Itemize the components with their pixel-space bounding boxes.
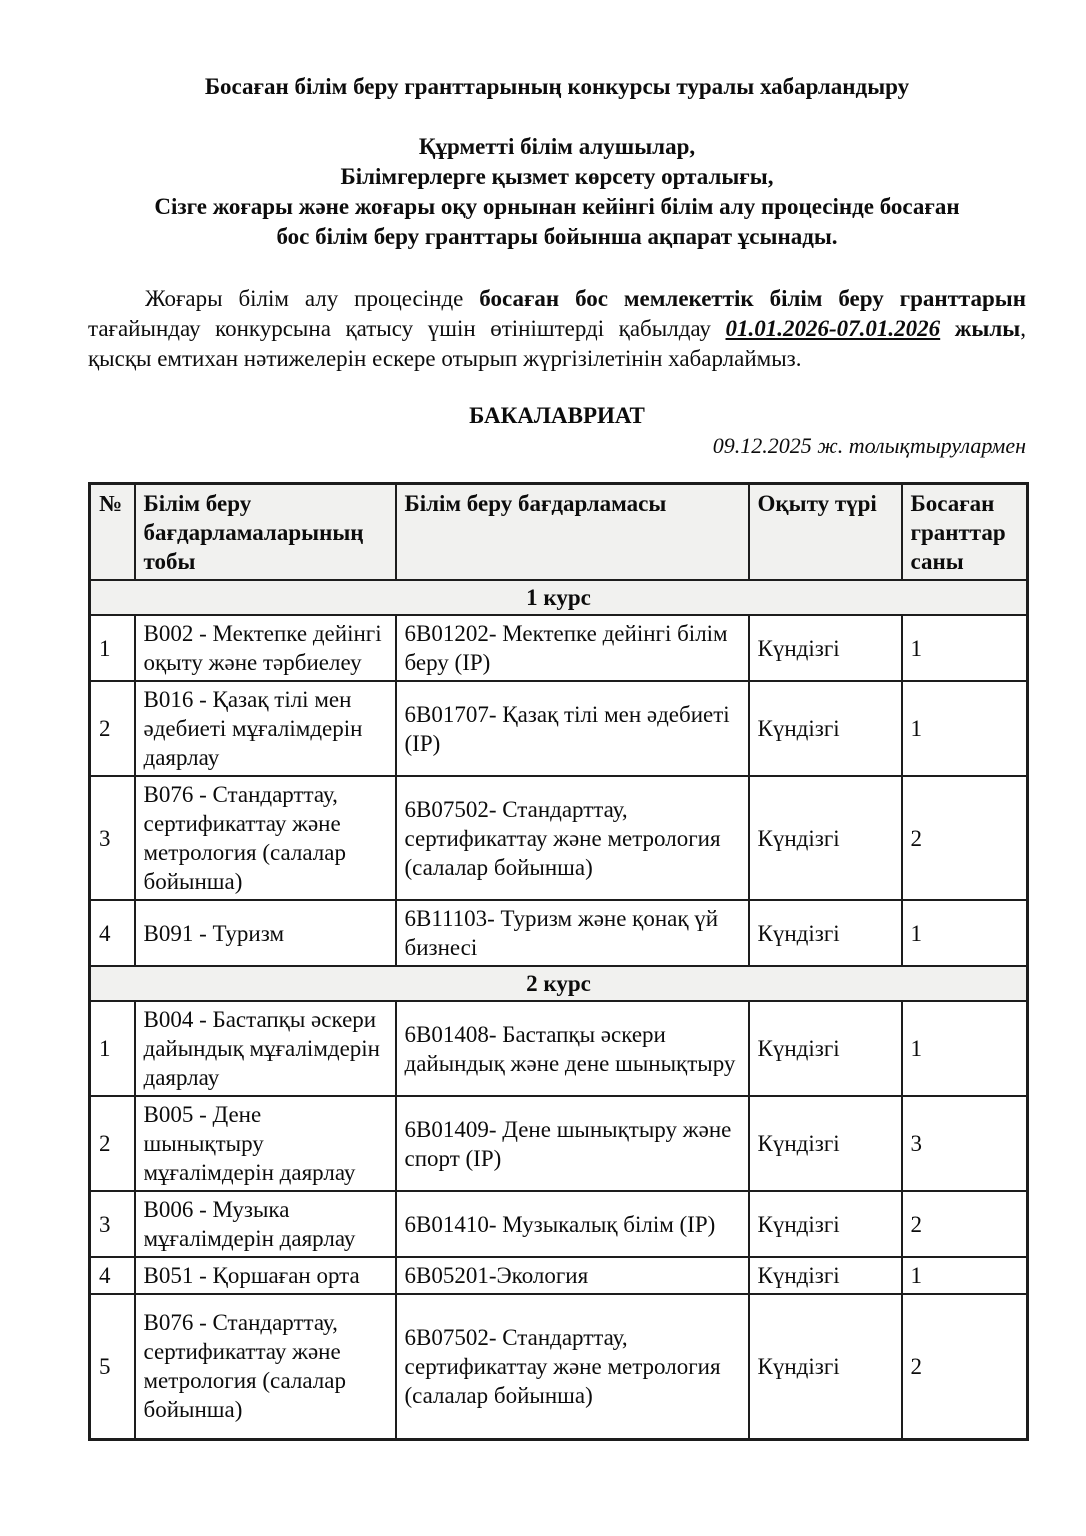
header-number: № bbox=[90, 484, 135, 581]
study-form-cell: Күндізгі bbox=[749, 615, 902, 681]
header-program-group: Білім беру бағдарламаларының тобы bbox=[135, 484, 396, 581]
program-cell: 6В05201-Экология bbox=[396, 1257, 749, 1294]
row-number: 3 bbox=[90, 776, 135, 900]
row-number: 2 bbox=[90, 1096, 135, 1191]
paragraph-text: Жоғары білім алу процесінде bbox=[145, 286, 480, 311]
grant-count-cell: 2 bbox=[902, 776, 1028, 900]
program-cell: 6В01409- Дене шынықтыру және спорт (ІР) bbox=[396, 1096, 749, 1191]
paragraph-bold-grants: босаған бос мемлекеттік білім беру гранттарын bbox=[479, 286, 1026, 311]
program-group-cell: В005 - Дене шынықтыру мұғалімдерін даярлау bbox=[135, 1096, 396, 1191]
course-1-section-row bbox=[90, 580, 1028, 615]
grant-count-cell: 1 bbox=[902, 1257, 1028, 1294]
grant-count-cell: 2 bbox=[902, 1191, 1028, 1257]
course-1-label: 1 курс bbox=[90, 580, 1028, 615]
amendment-date-note: 09.12.2025 ж. толықтырулармен bbox=[712, 433, 1026, 458]
study-form-cell: Күндізгі bbox=[749, 681, 902, 776]
intro-line-1: Құрметті білім алушылар, bbox=[418, 134, 696, 159]
row-number: 4 bbox=[90, 1257, 135, 1294]
course-2-label: 2 курс bbox=[90, 966, 1028, 1001]
study-form-cell: Күндізгі bbox=[749, 1001, 902, 1096]
program-group-cell: В016 - Қазақ тілі мен әдебиеті мұғалімдерін даярлау bbox=[135, 681, 396, 776]
program-cell: 6В01408- Бастапқы әскери дайындық және дене шынықтыру bbox=[396, 1001, 749, 1096]
table-row bbox=[90, 615, 1028, 681]
table-header-row bbox=[90, 484, 1028, 581]
grant-count-cell: 2 bbox=[902, 1294, 1028, 1439]
study-form-cell: Күндізгі bbox=[749, 900, 902, 966]
row-number: 1 bbox=[90, 1001, 135, 1096]
header-vacant-grants: Босаған гранттар саны bbox=[902, 484, 1028, 581]
program-group-cell: В051 - Қоршаған орта bbox=[135, 1257, 396, 1294]
program-group-cell: В076 - Стандарттау, сертификаттау және метрология (салалар бойынша) bbox=[135, 1294, 396, 1439]
grant-count-cell: 1 bbox=[902, 1001, 1028, 1096]
grant-count-cell: 1 bbox=[902, 900, 1028, 966]
table-row bbox=[90, 900, 1028, 966]
study-form-cell: Күндізгі bbox=[749, 1257, 902, 1294]
intro-line-3: Сізге жоғары және жоғары оқу орнынан кейінгі білім алу процесінде босаған bbox=[154, 194, 960, 219]
paragraph-bold-year: жылы bbox=[940, 316, 1021, 341]
program-group-cell: В091 - Туризм bbox=[135, 900, 396, 966]
study-form-cell: Күндізгі bbox=[749, 1191, 902, 1257]
program-group-cell: В076 - Стандарттау, сертификаттау және метрология (салалар бойынша) bbox=[135, 776, 396, 900]
table-row bbox=[90, 1001, 1028, 1096]
course-2-section-row bbox=[90, 966, 1028, 1001]
paragraph-text: тағайындау конкурсына қатысу үшін өтініштерді қабылдау bbox=[88, 316, 726, 341]
page-title: Босаған білім беру гранттарының конкурсы туралы хабарландыру bbox=[204, 74, 910, 99]
announcement-paragraph bbox=[88, 284, 1026, 374]
table-row bbox=[90, 1257, 1028, 1294]
table-row bbox=[90, 1096, 1028, 1191]
header-study-form: Оқыту түрі bbox=[749, 484, 902, 581]
paragraph-text: , қысқы емтихан нәтижелерін ескере отырып жүргізілетінін хабарлаймыз. bbox=[88, 316, 1027, 371]
grant-count-cell: 1 bbox=[902, 681, 1028, 776]
table-row bbox=[90, 1191, 1028, 1257]
degree-section-title: БАКАЛАВРИАТ bbox=[469, 403, 645, 428]
program-cell: 6В07502- Стандарттау, сертификаттау және метрология (салалар бойынша) bbox=[396, 1294, 749, 1439]
row-number: 2 bbox=[90, 681, 135, 776]
program-cell: 6В11103- Туризм және қонақ үй бизнесі bbox=[396, 900, 749, 966]
program-group-cell: В002 - Мектепке дейінгі оқыту және тәрбиелеу bbox=[135, 615, 396, 681]
program-cell: 6В07502- Стандарттау, сертификаттау және метрология (салалар бойынша) bbox=[396, 776, 749, 900]
program-group-cell: В006 - Музыка мұғалімдерін даярлау bbox=[135, 1191, 396, 1257]
application-dates: 01.01.2026-07.01.2026 bbox=[725, 316, 941, 341]
study-form-cell: Күндізгі bbox=[749, 1096, 902, 1191]
intro-line-4: бос білім беру гранттары бойынша ақпарат ұсынады. bbox=[276, 224, 838, 249]
row-number: 4 bbox=[90, 900, 135, 966]
study-form-cell: Күндізгі bbox=[749, 1294, 902, 1439]
header-program: Білім беру бағдарламасы bbox=[396, 484, 749, 581]
table-row bbox=[90, 681, 1028, 776]
grant-count-cell: 3 bbox=[902, 1096, 1028, 1191]
program-cell: 6В01410- Музыкалық білім (ІР) bbox=[396, 1191, 749, 1257]
table-row bbox=[90, 776, 1028, 900]
study-form-cell: Күндізгі bbox=[749, 776, 902, 900]
program-group-cell: В004 - Бастапқы әскери дайындық мұғалімдерін даярлау bbox=[135, 1001, 396, 1096]
table-row bbox=[90, 1294, 1028, 1439]
row-number: 1 bbox=[90, 615, 135, 681]
intro-block bbox=[88, 132, 1026, 252]
row-number: 5 bbox=[90, 1294, 135, 1439]
grants-table bbox=[88, 482, 1029, 1441]
intro-line-2: Білімгерлерге қызмет көрсету орталығы, bbox=[340, 164, 774, 189]
program-cell: 6В01202- Мектепке дейінгі білім беру (ІР) bbox=[396, 615, 749, 681]
row-number: 3 bbox=[90, 1191, 135, 1257]
program-cell: 6В01707- Қазақ тілі мен әдебиеті (ІР) bbox=[396, 681, 749, 776]
grant-count-cell: 1 bbox=[902, 615, 1028, 681]
